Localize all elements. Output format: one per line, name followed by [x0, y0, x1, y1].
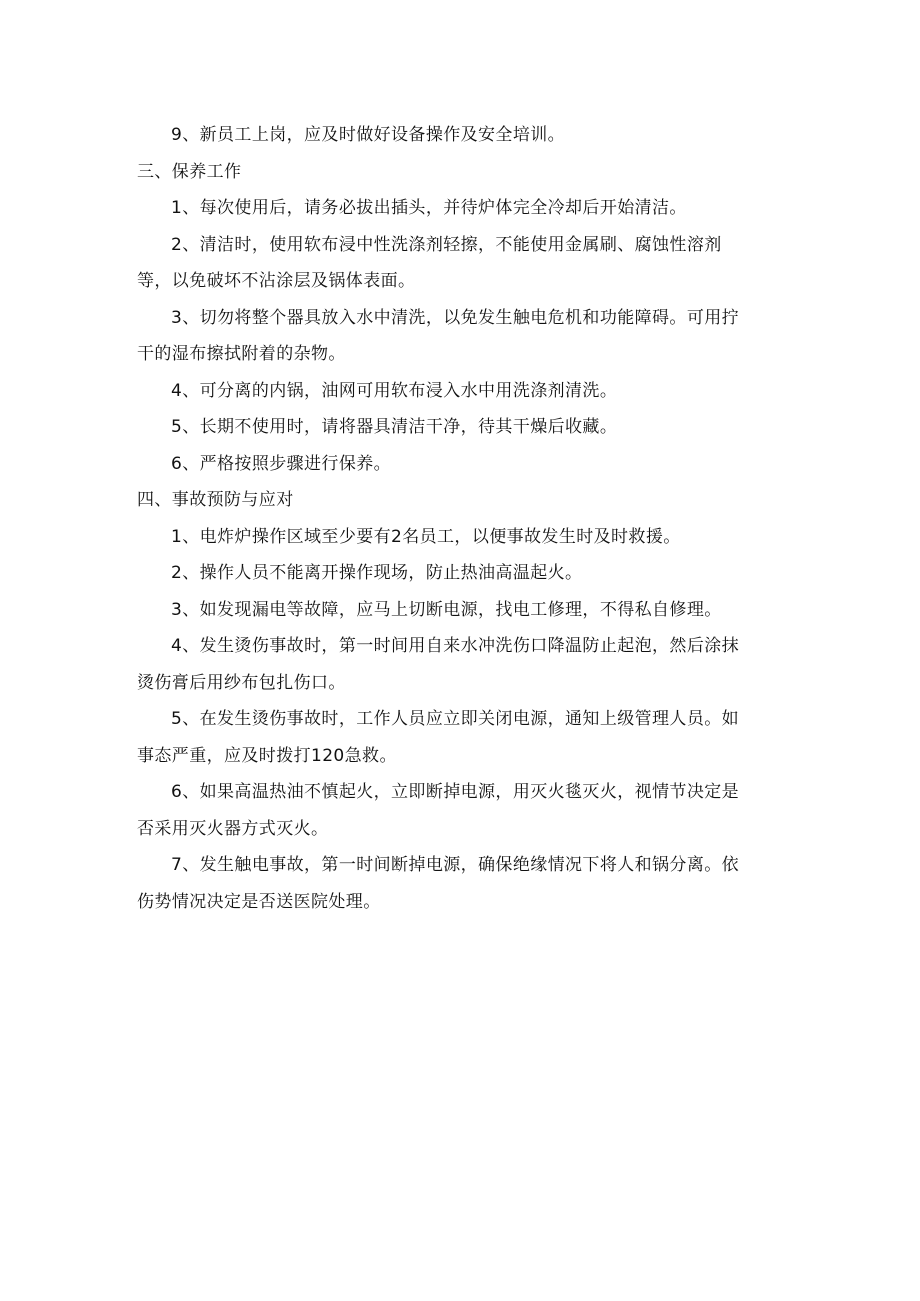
list-item-3-no-immersion: 3、切勿将整个器具放入水中清洗，以免发生触电危机和功能障碍。可用拧 — [171, 307, 740, 328]
list-item-9-training: 9、新员工上岗，应及时做好设备操作及安全培训。 — [171, 125, 566, 145]
list-item-7-electric-shock: 7、发生触电事故，第一时间断掉电源，确保绝缘情况下将人和锅分离。依 — [171, 855, 740, 875]
list-item-2-stay-on-site: 2、操作人员不能离开操作现场，防止热油高温起火。 — [171, 563, 583, 583]
list-item-5-burn-response-continued: 事态严重，应及时拨打120急救。 — [137, 745, 397, 766]
document-body — [137, 117, 787, 920]
list-item-3-electrical-fault: 3、如发现漏电等故障，应马上切断电源，找电工修理，不得私自修理。 — [171, 599, 722, 620]
list-item-6-oil-fire-continued: 否采用灭火器方式灭火。 — [137, 818, 329, 839]
list-item-6-oil-fire: 6、如果高温热油不慎起火，立即断掉电源，用灭火毯灭火，视情节决定是 — [171, 782, 740, 802]
list-item-2-cleaning: 2、清洁时，使用软布浸中性洗涤剂轻擦，不能使用金属刷、腐蚀性溶剂 — [171, 234, 722, 255]
list-item-5-burn-response: 5、在发生烫伤事故时，工作人员应立即关闭电源，通知上级管理人员。如 — [171, 709, 740, 729]
list-item-4-burn-continued: 烫伤膏后用纱布包扎伤口。 — [137, 672, 346, 693]
list-item-5-storage: 5、长期不使用时，请将器具清洁干净，待其干燥后收藏。 — [171, 417, 618, 437]
list-item-3-no-immersion-continued: 干的湿布擦拭附着的杂物。 — [137, 344, 346, 364]
list-item-6-follow-steps: 6、严格按照步骤进行保养。 — [171, 453, 392, 474]
section-heading-maintenance: 三、保养工作 — [137, 161, 242, 182]
list-item-2-cleaning-continued: 等，以免破坏不沾涂层及锅体表面。 — [137, 271, 416, 291]
list-item-1-two-staff: 1、电炸炉操作区域至少要有2名员工，以便事故发生时及时救援。 — [171, 526, 681, 547]
list-item-7-electric-shock-continued: 伤势情况决定是否送医院处理。 — [137, 891, 381, 912]
list-item-4-inner-pot: 4、可分离的内锅，油网可用软布浸入水中用洗涤剂清洗。 — [171, 380, 618, 401]
list-item-4-burn: 4、发生烫伤事故时，第一时间用自来水冲洗伤口降温防止起泡，然后涂抹 — [171, 636, 740, 656]
list-item-1-unplug: 1、每次使用后，请务必拔出插头，并待炉体完全冷却后开始清洁。 — [171, 198, 687, 218]
section-heading-accident-prevention: 四、事故预防与应对 — [137, 490, 294, 510]
